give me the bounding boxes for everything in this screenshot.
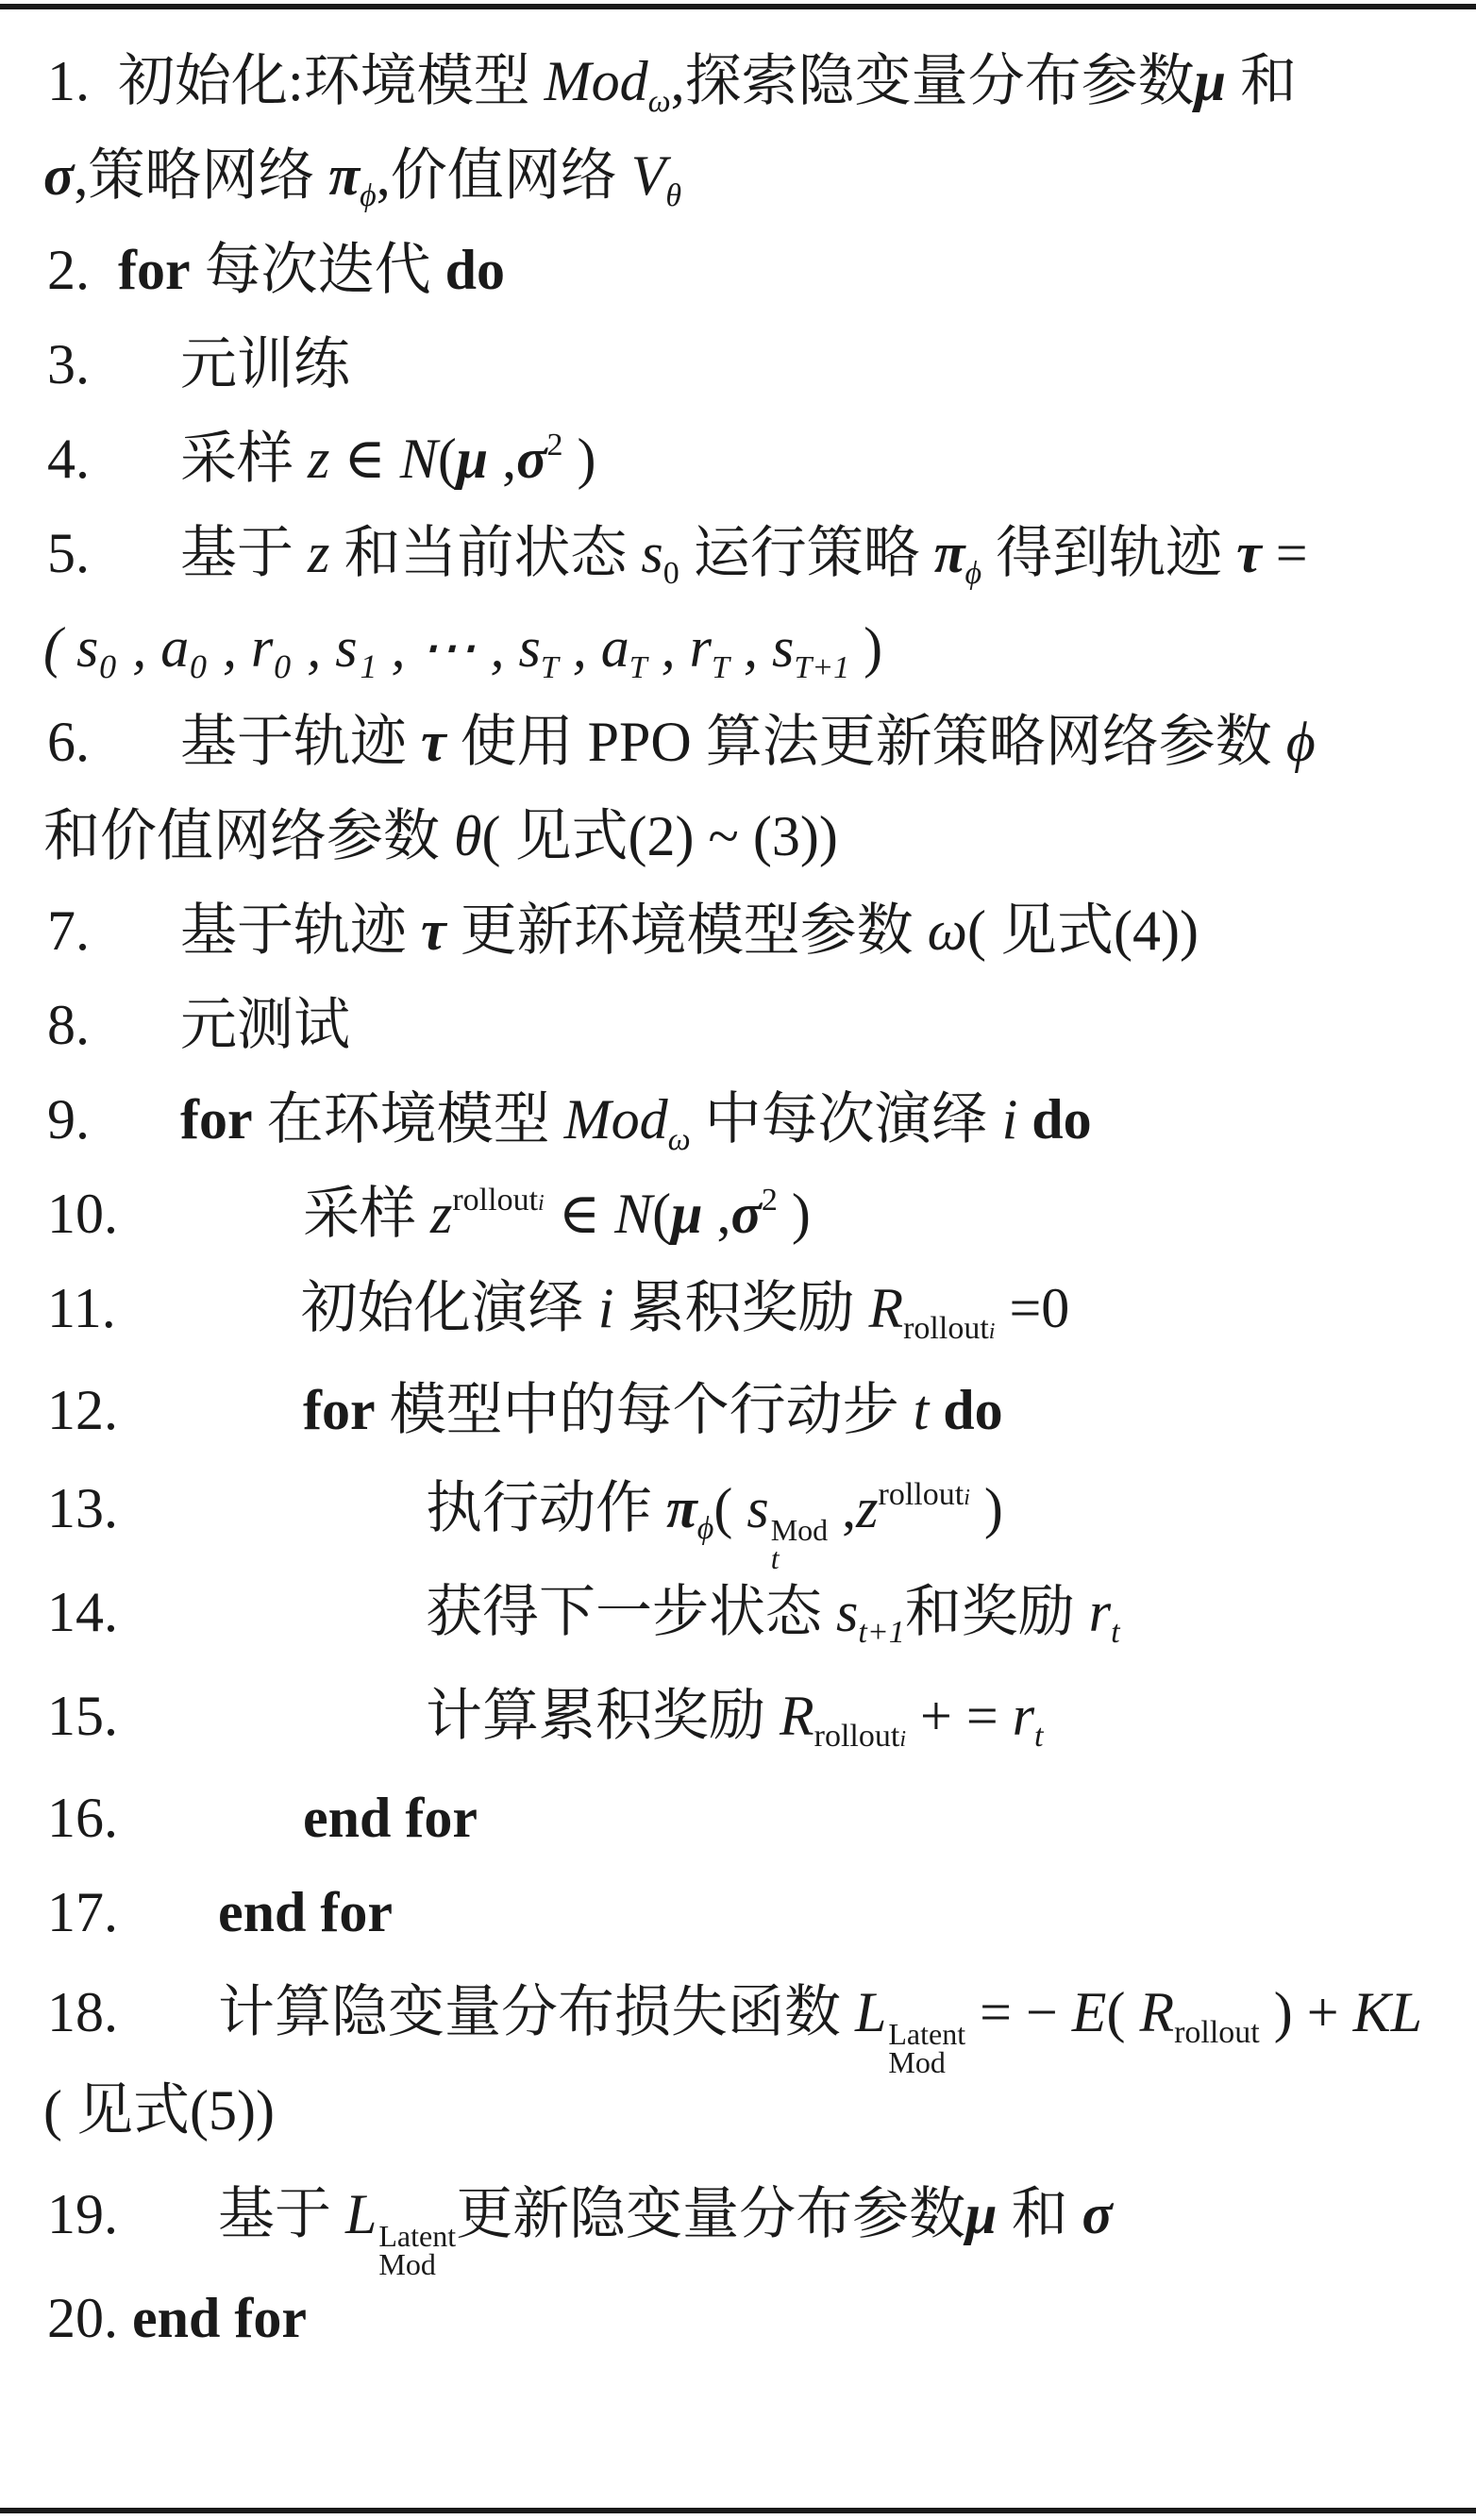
line-number: 1. [47,50,90,112]
algo-line-3: 3. 元训练 [47,333,350,395]
algo-line-18-cont: ( 见式(5)) [43,2079,275,2142]
algo-line-19: 19. 基于 L Latent Mod 更新隐变量分布参数μ 和 σ [47,2183,1113,2281]
algo-line-1-cont: σ,策略网络 $\pi_\phi$,价值网络 $V_\theta$ [43,144,682,213]
algo-line-6: 6. 基于轨迹 τ 使用 PPO 算法更新策略网络参数 ϕ [47,711,1316,773]
algo-line-5-cont: ( s₀ , a₀ , r₀ , s₁ , ⋯ , $s_T$ , $a_T$ , $r_T$ , $s_{T+1}$ ) [43,616,883,685]
top-rule [0,4,1476,9]
algo-line-18: 18. 计算隐变量分布损失函数 L Latent Mod = − E( $R_{rollout}$ ) + KL [47,1981,1422,2079]
algo-line-13: 13. 执行动作 $\pi_\phi$( s Mod t $,z^{rollouti}$ ) [47,1477,1003,1575]
algo-line-14: 14. 获得下一步状态 $s_{t+1}$和奖励 $r_t$ [47,1581,1120,1650]
algo-line-11: 11. 初始化演绎 i 累积奖励 $R_{rollouti} =0$ [47,1277,1070,1346]
algo-line-10: 10. 采样 $z^{rollouti}$ ∈ N(μ $,\sigma^2$ ) [47,1183,811,1245]
algo-line-8: 8. 元测试 [47,994,350,1056]
algo-line-20: 20. end for [47,2287,307,2349]
algo-line-16: 16. end for [47,1787,478,1849]
algo-line-6-cont: 和价值网络参数 θ( 见式(2) ~ (3)) [43,805,838,867]
algo-line-2: 2. for 每次迭代 do [47,239,505,301]
algo-line-17: 17. end for [47,1881,393,1943]
algo-line-9: 9. for 在环境模型 Mod$_\omega$ 中每次演绎 i do [47,1088,1092,1157]
algo-line-12: 12. for 模型中的每个行动步 t do [47,1379,1003,1441]
algo-line-4: 4. 采样 z ∈ N(μ $,\sigma^2$ ) [47,428,596,490]
algo-line-7: 7. 基于轨迹 τ 更新环境模型参数 ω( 见式(4)) [47,899,1199,962]
algo-line-15: 15. 计算累积奖励 $R_{rollouti}$ + = $r_t$ [47,1685,1044,1754]
algo-line-5: 5. 基于 z 和当前状态 $s_0$ 运行策略 $\pi_\phi$ 得到轨迹 τ = [47,522,1308,591]
bottom-rule [0,2508,1476,2513]
algo-line-1: 1. 初始化:环境模型 Mod$_\omega$,探索隐变量分布参数μ 和 [47,50,1298,119]
